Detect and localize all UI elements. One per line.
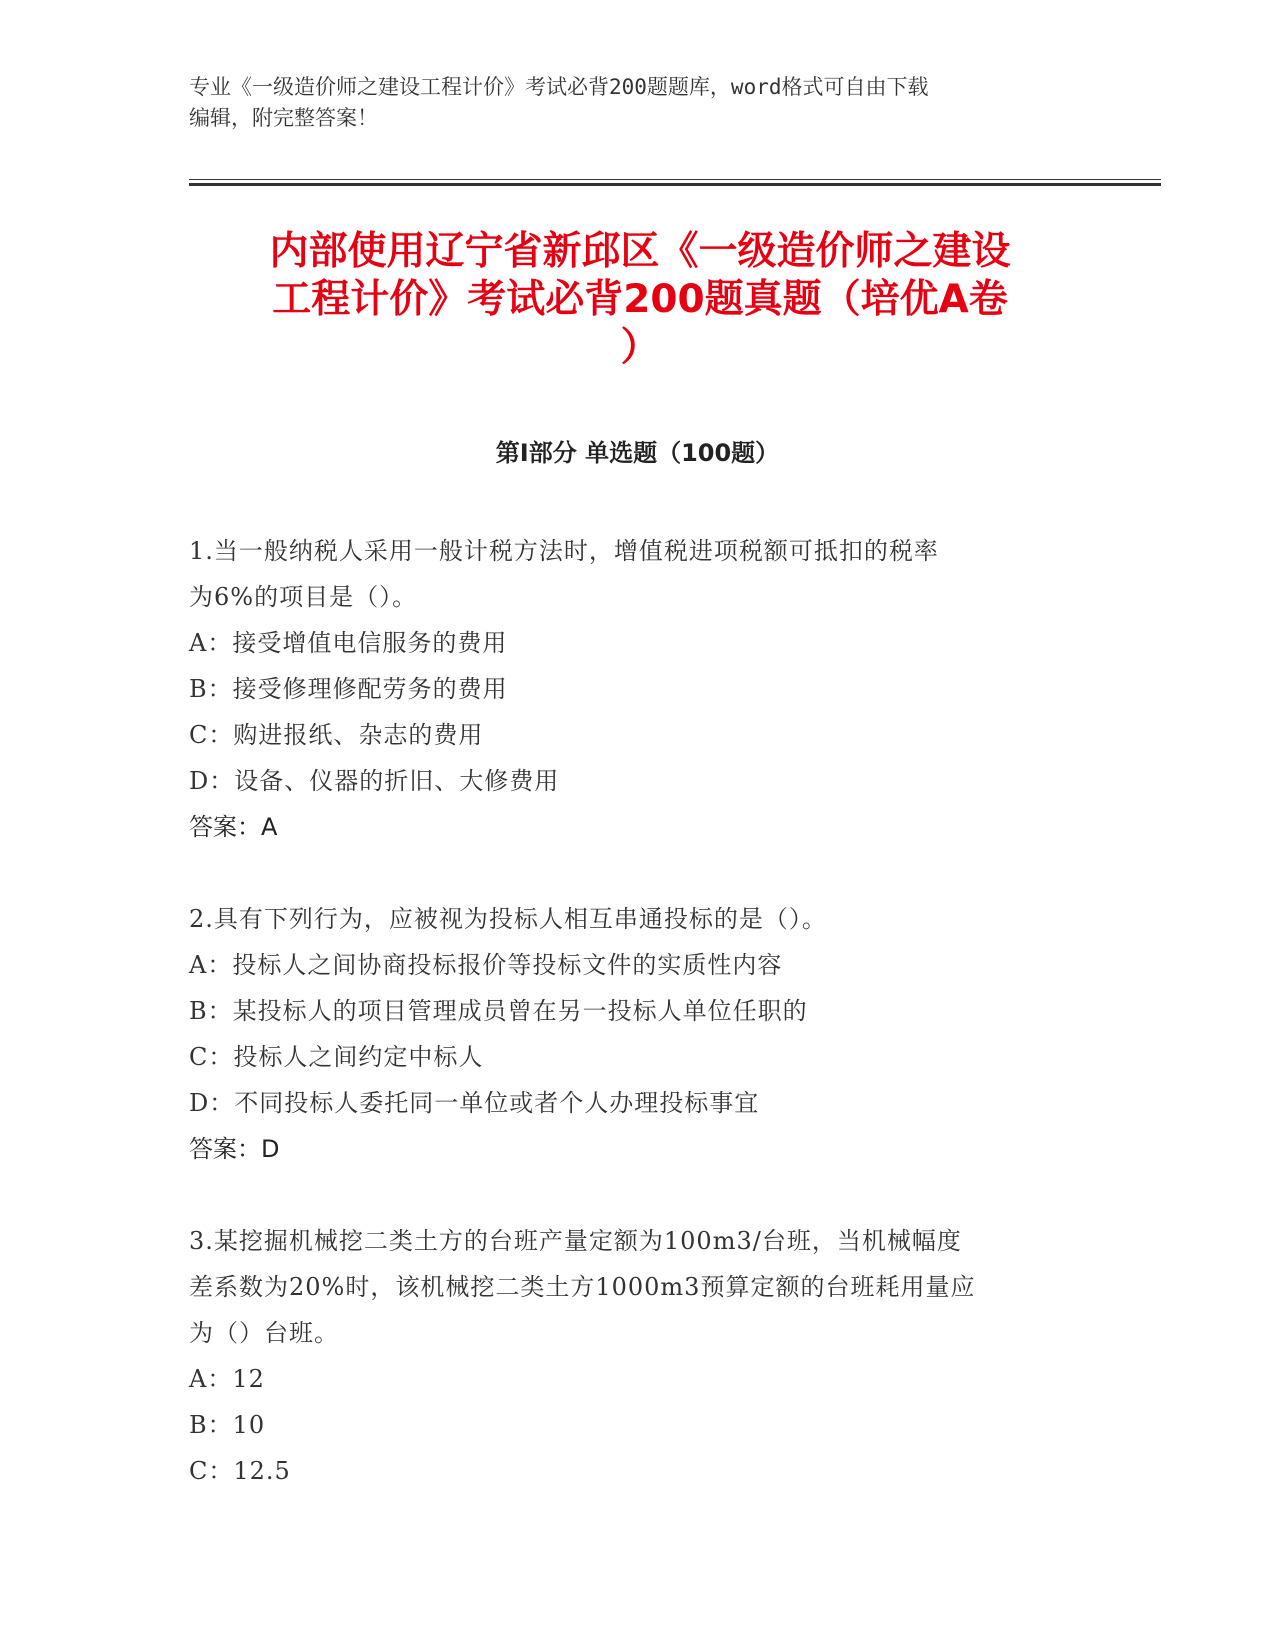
answer: 答案：A	[189, 813, 278, 841]
question-2	[189, 896, 1069, 1172]
question-text: 为6%的项目是（）。	[189, 583, 418, 611]
question-text: 差系数为20%时，该机械挖二类土方1000m3预算定额的台班耗用量应	[189, 1273, 976, 1301]
title-line-1: 内部使用辽宁省新邱区《一级造价师之建设	[269, 229, 1011, 274]
option-a: A：投标人之间协商投标报价等投标文件的实质性内容	[189, 951, 783, 979]
question-text: 1.当一般纳税人采用一般计税方法时，增值税进项税额可抵扣的税率	[189, 537, 939, 565]
option-d: D：设备、仪器的折旧、大修费用	[189, 767, 560, 795]
header-line-2: 编辑，附完整答案！	[189, 106, 378, 130]
question-text: 3.某挖掘机械挖二类土方的台班产量定额为100m3/台班，当机械幅度	[189, 1227, 962, 1255]
title-line-2: 工程计价》考试必背200题真题（培优A卷	[272, 277, 1008, 322]
header-divider-thick	[189, 183, 1161, 186]
header-line-1: 专业《一级造价师之建设工程计价》考试必背200题题库，word格式可自由下载	[189, 75, 929, 99]
header-note	[189, 72, 1089, 134]
option-c: C：12.5	[189, 1457, 291, 1485]
option-b: B：某投标人的项目管理成员曾在另一投标人单位任职的	[189, 997, 808, 1025]
answer: 答案：D	[189, 1135, 280, 1163]
option-a: A：接受增值电信服务的费用	[189, 629, 508, 657]
option-b: B：接受修理修配劳务的费用	[189, 675, 508, 703]
option-d: D：不同投标人委托同一单位或者个人办理投标事宜	[189, 1089, 760, 1117]
question-text: 2.具有下列行为，应被视为投标人相互串通投标的是（）。	[189, 905, 827, 933]
header-divider-thin	[189, 179, 1161, 180]
option-a: A：12	[189, 1365, 265, 1393]
question-1	[189, 528, 1069, 850]
question-list	[189, 528, 1069, 1540]
question-text: 为（）台班。	[189, 1319, 339, 1347]
section-title: 第I部分 单选题（100题）	[495, 439, 780, 467]
title-line-3: ）	[620, 325, 660, 370]
option-b: B：10	[189, 1411, 266, 1439]
document-title	[195, 228, 1085, 372]
question-3	[189, 1218, 1069, 1494]
option-c: C：购进报纸、杂志的费用	[189, 721, 484, 749]
option-c: C：投标人之间约定中标人	[189, 1043, 484, 1071]
